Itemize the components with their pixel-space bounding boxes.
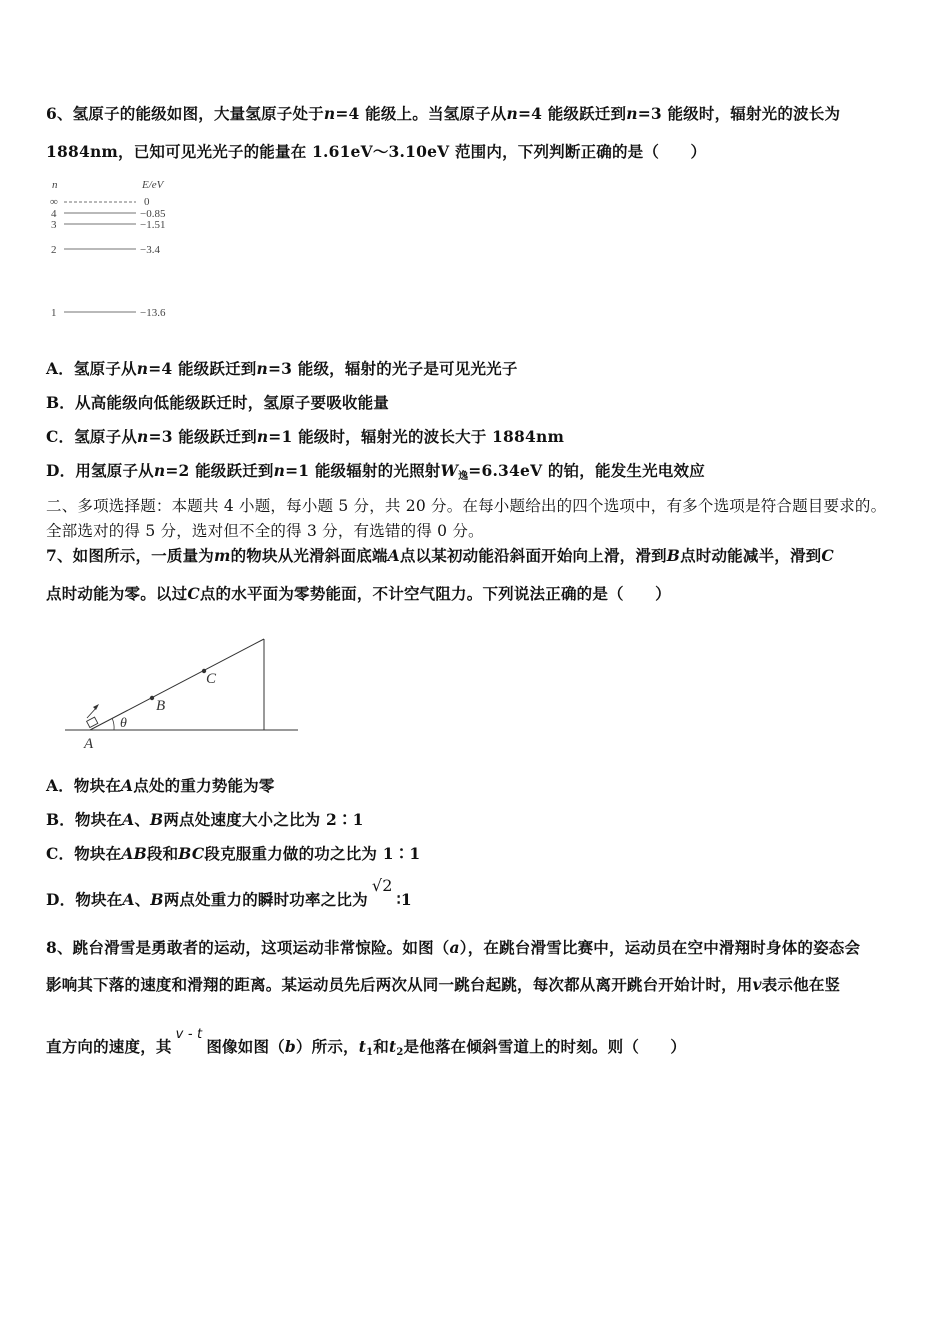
section2-line1: 二、多项选择题：本题共 4 小题，每小题 5 分，共 20 分。在每小题给出的四个选项中，有多个选项是符合题目要求的。 [46,497,887,515]
level-e-4: −0.85 [140,208,166,220]
diagram-col-n: n [52,179,58,191]
block-icon [87,717,98,727]
theta-label: θ [120,716,127,731]
point-b [150,696,154,700]
level-e-inf: 0 [144,196,150,208]
incline-diagram [60,630,310,755]
incline-line [90,639,264,730]
level-n-3: 3 [51,219,57,231]
level-e-2: −3.4 [140,244,160,256]
energy-level-diagram [40,174,200,324]
q7-option-c: C．物块在AB段和BC段克服重力做的功之比为 1∶1 [46,844,421,863]
q8-stem-line2: 影响其下落的速度和滑翔的距离。某运动员先后两次从同一跳台起跳，每次都从离开跳台开始计时，用v表示他在竖 [46,975,841,994]
q6-option-b: B．从高能级向低能级跃迁时，氢原子要吸收能量 [46,393,390,412]
label-c: C [206,671,217,687]
q6-stem-line2: 1884nm，已知可见光光子的能量在 1.61eV～3.10eV 范围内，下列判断正确的是（ ） [46,142,707,161]
angle-arc [112,718,114,730]
q7-option-d: D．物块在A、B两点处重力的瞬时功率之比为√2∶1 [46,876,412,909]
level-e-1: −13.6 [140,307,166,319]
label-a: A [84,736,94,752]
level-n-inf: ∞ [50,196,58,208]
q7-stem-line1: 7、如图所示，一质量为m的物块从光滑斜面底端A点以某初动能沿斜面开始向上滑，滑到B点时动能减半，滑到C [46,546,834,565]
level-e-3: −1.51 [140,219,166,231]
q7-option-b: B．物块在A、B两点处速度大小之比为 2∶1 [46,810,364,829]
q6-option-a: A．氢原子从n=4 能级跃迁到n=3 能级，辐射的光子是可见光光子 [46,359,518,378]
section2-line2: 全部选对的得 5 分，选对但不全的得 3 分，有选错的得 0 分。 [46,522,484,540]
q8-stem-line3: 直方向的速度，其v - t图像如图（b）所示，$t_1$和$t_2$是他落在倾斜雪道上的时刻。则（ ） [46,1027,687,1058]
q7-option-a: A．物块在A点处的重力势能为零 [46,776,275,795]
level-n-2: 2 [51,244,57,256]
q6-option-c: C．氢原子从n=3 能级跃迁到n=1 能级时，辐射光的波长大于 1884nm [46,427,565,446]
diagram-col-e: E/eV [142,179,164,191]
level-n-4: 4 [51,208,57,220]
sqrt-two: √2 [371,876,393,895]
q7-stem-line2: 点时动能为零。以过C点的水平面为零势能面，不计空气阻力。下列说法正确的是（ ） [46,584,671,603]
q8-stem-line1: 8、跳台滑雪是勇敢者的运动，这项运动非常惊险。如图（a），在跳台滑雪比赛中，运动员在空中滑翔时身体的姿态会 [46,938,861,957]
q6-option-d: D．用氢原子从n=2 能级跃迁到n=1 能级辐射的光照射$W_逸=6.34eV$ 的铂，能发生光电效应 [46,461,705,482]
label-b: B [156,698,166,714]
level-n-1: 1 [51,307,57,319]
vt-label: v - t [175,1027,203,1042]
q6-stem-line1: 6、氢原子的能级如图，大量氢原子处于n=4 能级上。当氢原子从n=4 能级跃迁到n=3 能级时，辐射光的波长为 [46,104,841,123]
